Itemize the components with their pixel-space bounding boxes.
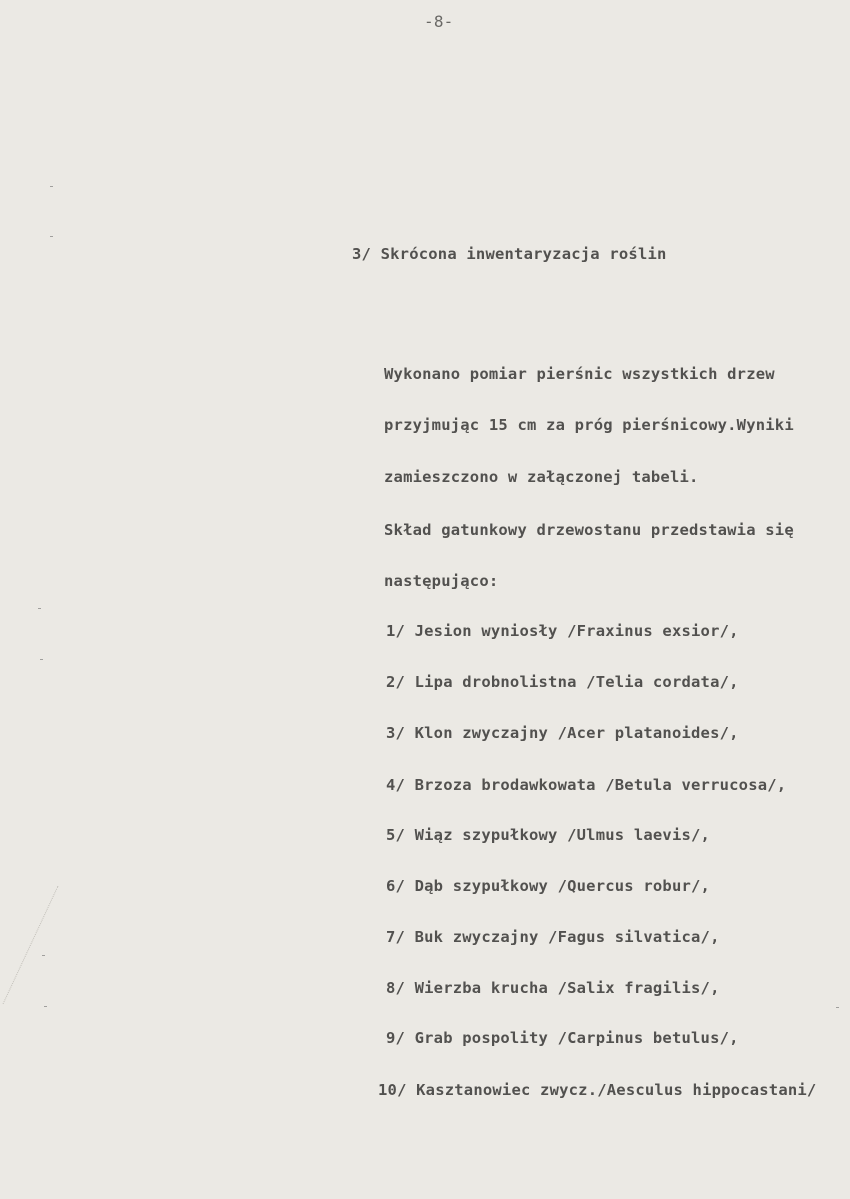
scan-speck [38, 608, 41, 609]
species-item: 5/ Wiąz szypułkowy /Ulmus laevis/, [386, 826, 711, 844]
scan-speck [40, 659, 43, 660]
paragraph-line: zamieszczono w załączonej tabeli. [384, 468, 699, 486]
scan-speck [50, 236, 53, 237]
scan-speck [44, 1006, 47, 1007]
species-item: 10/ Kasztanowiec zwycz./Aesculus hippocastani/ [378, 1081, 817, 1099]
species-item: 2/ Lipa drobnolistna /Telia cordata/, [386, 673, 739, 691]
paragraph-line: Wykonano pomiar pierśnic wszystkich drzew [384, 365, 775, 383]
scan-speck [50, 186, 53, 187]
species-item: 3/ Klon zwyczajny /Acer platanoides/, [386, 724, 739, 742]
species-item: 9/ Grab pospolity /Carpinus betulus/, [386, 1029, 739, 1047]
scan-speck [42, 955, 45, 956]
paragraph-line: przyjmując 15 cm za próg pierśnicowy.Wyniki [384, 416, 794, 434]
species-item: 7/ Buk zwyczajny /Fagus silvatica/, [386, 928, 720, 946]
paragraph-line: następująco: [384, 572, 499, 590]
species-item: 1/ Jesion wyniosły /Fraxinus exsior/, [386, 622, 739, 640]
species-item: 8/ Wierzba krucha /Salix fragilis/, [386, 979, 720, 997]
section-heading: 3/ Skrócona inwentaryzacja roślin [352, 245, 667, 263]
species-item: 4/ Brzoza brodawkowata /Betula verrucosa/, [386, 776, 787, 794]
paragraph-line: Skład gatunkowy drzewostanu przedstawia się [384, 521, 794, 539]
scan-speck [836, 1007, 839, 1008]
page-number: -8- [424, 12, 454, 31]
species-item: 6/ Dąb szypułkowy /Quercus robur/, [386, 877, 711, 895]
paper-crease [3, 886, 59, 1004]
